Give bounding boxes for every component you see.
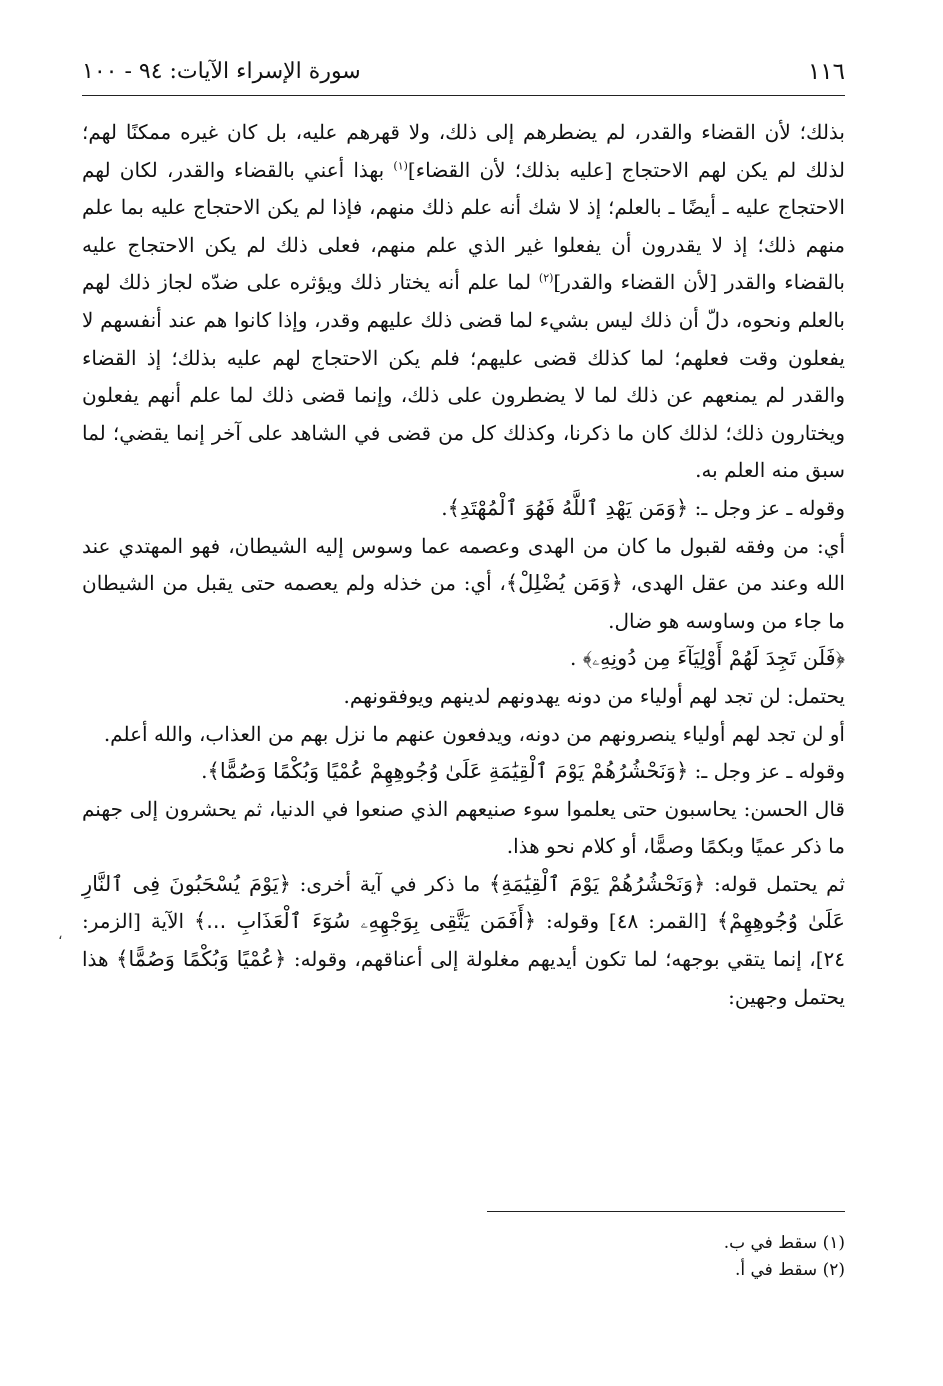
punctuation: . — [441, 495, 448, 520]
paragraph-text: بهذا أعني بالقضاء والقدر، لكان لهم الاحتجاج عليه ـ أيضًا ـ بالعلم؛ إذ لا شك أنه علم ذلك منهم، فإذا لم يكن الاحتجاج عليه بما علم منهم ذلك؛ إذ لا يقدرون أن يفعلوا غير الذي علم منهم، فعلى ذلك لم يكن الاحتجاج عليه بالقضاء والقدر [لأن القضاء والقدر] — [82, 157, 845, 295]
quran-verse: ﴿أَفَمَن يَتَّقِى بِوَجْهِهِۦ سُوٓءَ ٱلْعَذَابِ ...﴾ — [193, 909, 537, 934]
tafsir-paragraph-1 — [82, 528, 845, 641]
footnote-ref-2[interactable]: (٢) — [538, 271, 554, 285]
tafsir-paragraph-5 — [82, 866, 845, 1016]
quran-verse: ﴿يَوْمَ يُسْحَبُونَ فِى ٱلنَّارِ عَلَىٰ وُجُوهِهِمْ﴾ — [82, 871, 846, 934]
footnote-ref-1[interactable]: (١) — [393, 158, 408, 172]
quran-verse: ﴿عُمْيًا وَبُكْمًا وَصُمًّا﴾ — [116, 947, 287, 972]
footnote-2: (٢) سقط في أ. — [734, 1260, 845, 1280]
verse-paragraph-3 — [82, 753, 845, 791]
punctuation: . — [201, 759, 208, 784]
footnote-1: (١) سقط في ب. — [723, 1233, 845, 1253]
tafsir-paragraph-2: يحتمل: لن تجد لهم أولياء من دونه يهدونهم لدينهم ويوفقونهم. — [343, 683, 845, 708]
tafsir-text: ثم يحتمل قوله: — [705, 871, 846, 896]
punctuation: . — [570, 646, 583, 671]
verse-intro: وقوله ـ عز وجل ـ: — [688, 495, 845, 520]
paragraph-text: بذلك؛ لأن القضاء والقدر، لم يضطرهم إلى ذلك، ولا قهرهم عليه، بل كان غيره ممكنًا لهم؛ لذلك لم يكن لهم الاحتجاج [عليه بذلك؛ لأن القضاء] — [82, 120, 845, 182]
paragraph-text: لما علم أنه يختار ذلك ويؤثره على ضدّه لجاز ذلك لهم بالعلم ونحوه، دلّ أن ذلك ليس بشيء لما قضى ذلك عليهم وقدر، وإذا كانوا هم عند أنفسهم لا يفعلون وقت فعلهم؛ لما كذلك قضى عليهم؛ فلم يكن الاحتجاج لهم عليه بذلك؛ إذ القضاء والقدر لم يمنعهم عن ذلك لما لا يضطرون على ذلك، وإنما قضى ذلك لما علم أنهم يفعلون ويختارون ذلك؛ لذلك كان ما ذكرنا، وكذلك كل من قضى في الشاهد على آخر إنما يقضي؛ لما سبق منه العلم به. — [82, 270, 845, 483]
tafsir-paragraph-4: قال الحسن: يحاسبون حتى يعلموا سوء صنيعهم الذي صنعوا في الدنيا، ثم يحشرون إلى جهنم ما ذكر عميًا وبكمًا وصمًّا، أو كلام نحو هذا. — [82, 796, 845, 859]
verse-paragraph-1 — [82, 490, 845, 528]
quran-verse: ﴿وَنَحْشُرُهُمْ يَوْمَ ٱلْقِيَٰمَةِ﴾ — [488, 871, 706, 896]
tafsir-text: ، أي: من خذله ولم يعصمه حتى يقبل من الشيطان ما جاء من وساوسه هو ضال. — [82, 571, 845, 633]
quran-verse: ﴿وَمَن يَهْدِ ٱللَّهُ فَهُوَ ٱلْمُهْتَدِ﴾ — [447, 495, 689, 520]
running-title: سورة الإسراء الآيات: ٩٤ - ١٠٠ — [82, 59, 361, 84]
tafsir-text: أي: من وفقه لقبول ما كان من الهدى وعصمه عما وسوس إليه الشيطان، فهو المهتدي عند الله وعند من عقل الهدى، — [82, 533, 845, 596]
quran-verse: ﴿وَمَن يُضْلِلْ﴾ — [505, 571, 623, 596]
running-header — [82, 52, 845, 92]
tafsir-text: [القمر: ٤٨] وقوله: — [536, 909, 717, 934]
tafsir-text: ما ذكر في آية أخرى: — [290, 871, 489, 896]
margin-mark: ، — [58, 927, 63, 943]
paragraph-1 — [82, 114, 845, 490]
tafsir-text: الآية [الزمر: ٢٤]، إنما يتقي بوجهه؛ لما تكون أيديهم مغلولة إلى أعناقهم، وقوله: — [82, 909, 845, 972]
quran-verse: ﴿فَلَن تَجِدَ لَهُمْ أَوْلِيَآءَ مِن دُونِهِۦ﴾ — [582, 646, 845, 671]
main-text — [82, 114, 845, 1016]
quran-verse: ﴿وَنَحْشُرُهُمْ يَوْمَ ٱلْقِيَٰمَةِ عَلَىٰ وُجُوهِهِمْ عُمْيًا وَبُكْمًا وَصُمًّا﴾ — [207, 759, 689, 784]
page-number: ١١٦ — [807, 59, 845, 85]
tafsir-paragraph-3: أو لن تجد لهم أولياء ينصرونهم من دونه، ويدفعون عنهم ما نزل بهم من العذاب، والله أعلم. — [103, 721, 845, 746]
footnotes — [82, 1230, 845, 1284]
header-divider — [82, 95, 845, 96]
verse-paragraph-2 — [82, 640, 845, 678]
tafsir-text: هذا يحتمل وجهين: — [82, 947, 845, 1009]
footnote-divider — [487, 1211, 845, 1212]
verse-intro: وقوله ـ عز وجل ـ: — [688, 759, 845, 784]
